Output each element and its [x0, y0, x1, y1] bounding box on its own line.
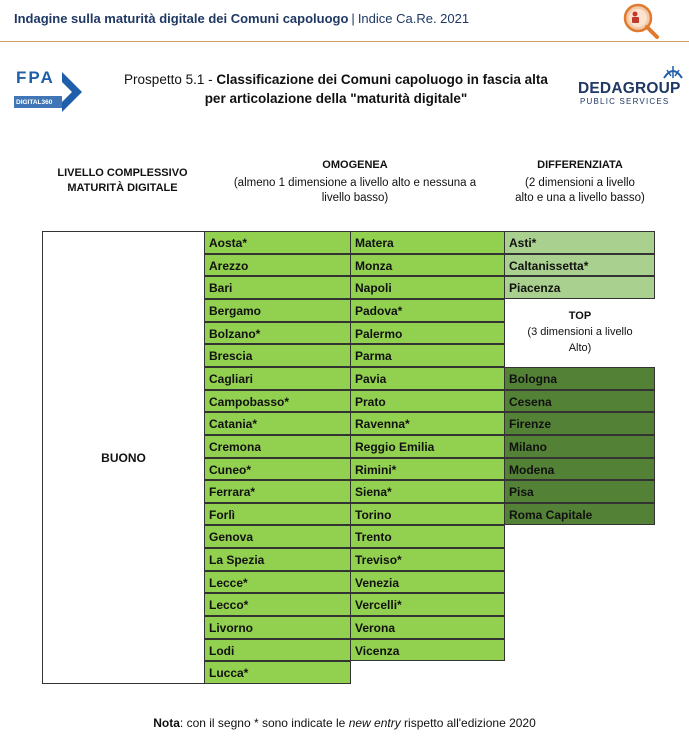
top-title: TOP: [568, 310, 592, 322]
city-cell-omogenea: Lecce*: [204, 571, 351, 594]
city-cell-omogenea: Bari: [204, 276, 351, 299]
city-cell-omogenea: Arezzo: [204, 254, 351, 277]
city-cell-omogenea: Genova: [204, 525, 351, 548]
city-cell-omogenea: Campobasso*: [204, 390, 351, 413]
city-cell-omogenea: Verona: [350, 616, 505, 639]
magnifier-logo-icon: [620, 2, 662, 40]
table-title-prefix: Prospetto 5.1 -: [124, 72, 217, 87]
level-cell-buono: [42, 231, 205, 684]
table-title: [96, 70, 576, 108]
header-omogenea: [210, 158, 500, 206]
top-desc1: (3 dimensioni a livello: [527, 326, 633, 338]
city-cell-omogenea: Ravenna*: [350, 412, 505, 435]
city-cell-omogenea: Vercelli*: [350, 593, 505, 616]
dedagroup-logo-text: DEDAGROUP: [578, 80, 681, 97]
dedagroup-logo: [578, 64, 686, 110]
city-cell-omogenea: Brescia: [204, 344, 351, 367]
city-cell-differenziata: Piacenza: [504, 276, 655, 299]
city-cell-omogenea: Trento: [350, 525, 505, 548]
city-cell-top: Bologna: [504, 367, 655, 390]
header-title-sub: Indice Ca.Re. 2021: [357, 11, 470, 26]
city-cell-omogenea: Catania*: [204, 412, 351, 435]
top-desc2: Alto): [568, 342, 592, 354]
dedagroup-logo-sub: PUBLIC SERVICES: [580, 97, 670, 106]
city-cell-omogenea: Pavia: [350, 367, 505, 390]
dedagroup-mark-icon: [662, 64, 684, 80]
fpa-logo-sub: DIGITAL360: [16, 99, 53, 106]
fpa-logo: [10, 66, 85, 118]
header-level-line2: MATURITÀ DIGITALE: [67, 182, 178, 194]
footnote-text2: rispetto all'edizione 2020: [400, 716, 536, 730]
city-cell-omogenea: Prato: [350, 390, 505, 413]
header-omogenea-title: OMOGENEA: [322, 159, 388, 171]
city-cell-omogenea: Reggio Emilia: [350, 435, 505, 458]
city-cell-omogenea: Parma: [350, 344, 505, 367]
header-rule: [0, 41, 689, 42]
city-cell-omogenea: Lucca*: [204, 661, 351, 684]
city-cell-top: Modena: [504, 458, 655, 481]
city-cell-omogenea: Cuneo*: [204, 458, 351, 481]
top-header: [505, 308, 655, 356]
header-diff-desc2: alto e una a livello basso): [515, 192, 645, 204]
city-cell-omogenea: Forlì: [204, 503, 351, 526]
header-title-main: Indagine sulla maturità digitale dei Comuni capoluogo: [14, 11, 349, 26]
footnote: [0, 716, 689, 730]
table-title-line1: Classificazione dei Comuni capoluogo in fascia alta: [216, 72, 548, 87]
city-cell-omogenea: Siena*: [350, 480, 505, 503]
page-header: [0, 0, 689, 44]
city-cell-omogenea: Bolzano*: [204, 322, 351, 345]
header-title: [14, 11, 469, 26]
city-cell-omogenea: Cremona: [204, 435, 351, 458]
header-level-line1: LIVELLO COMPLESSIVO: [57, 167, 188, 179]
city-cell-omogenea: Palermo: [350, 322, 505, 345]
header-differenziata: [500, 158, 660, 206]
header-diff-desc1: (2 dimensioni a livello: [525, 177, 635, 189]
city-cell-differenziata: Asti*: [504, 231, 655, 254]
footnote-text1: : con il segno * sono indicate le: [179, 716, 349, 730]
city-cell-omogenea: Cagliari: [204, 367, 351, 390]
level-label: BUONO: [101, 450, 146, 465]
city-cell-omogenea: Lecco*: [204, 593, 351, 616]
city-cell-top: Milano: [504, 435, 655, 458]
footnote-label: Nota: [153, 716, 180, 730]
footnote-italic: new entry: [348, 716, 401, 730]
city-cell-differenziata: Caltanissetta*: [504, 254, 655, 277]
city-cell-omogenea: Bergamo: [204, 299, 351, 322]
city-cell-omogenea: Torino: [350, 503, 505, 526]
city-cell-omogenea: Livorno: [204, 616, 351, 639]
city-cell-omogenea: Venezia: [350, 571, 505, 594]
city-cell-omogenea: Treviso*: [350, 548, 505, 571]
city-cell-omogenea: Vicenza: [350, 639, 505, 662]
city-cell-omogenea: Matera: [350, 231, 505, 254]
city-cell-top: Firenze: [504, 412, 655, 435]
city-cell-top: Roma Capitale: [504, 503, 655, 526]
header-omogenea-desc2: livello basso): [321, 192, 389, 204]
city-cell-omogenea: La Spezia: [204, 548, 351, 571]
city-cell-top: Cesena: [504, 390, 655, 413]
table-title-line2: per articolazione della "maturità digitale": [204, 91, 468, 106]
city-cell-omogenea: Ferrara*: [204, 480, 351, 503]
city-cell-omogenea: Aosta*: [204, 231, 351, 254]
city-cell-omogenea: Rimini*: [350, 458, 505, 481]
city-cell-omogenea: Napoli: [350, 276, 505, 299]
header-diff-title: DIFFERENZIATA: [537, 159, 623, 171]
fpa-logo-text: FPA: [16, 68, 55, 87]
header-separator: |: [351, 11, 355, 26]
city-cell-omogenea: Lodi: [204, 639, 351, 662]
city-cell-omogenea: Monza: [350, 254, 505, 277]
city-cell-top: Pisa: [504, 480, 655, 503]
header-level: [40, 166, 205, 196]
city-cell-omogenea: Padova*: [350, 299, 505, 322]
header-omogenea-desc1: (almeno 1 dimensione a livello alto e nessuna a: [233, 177, 477, 189]
